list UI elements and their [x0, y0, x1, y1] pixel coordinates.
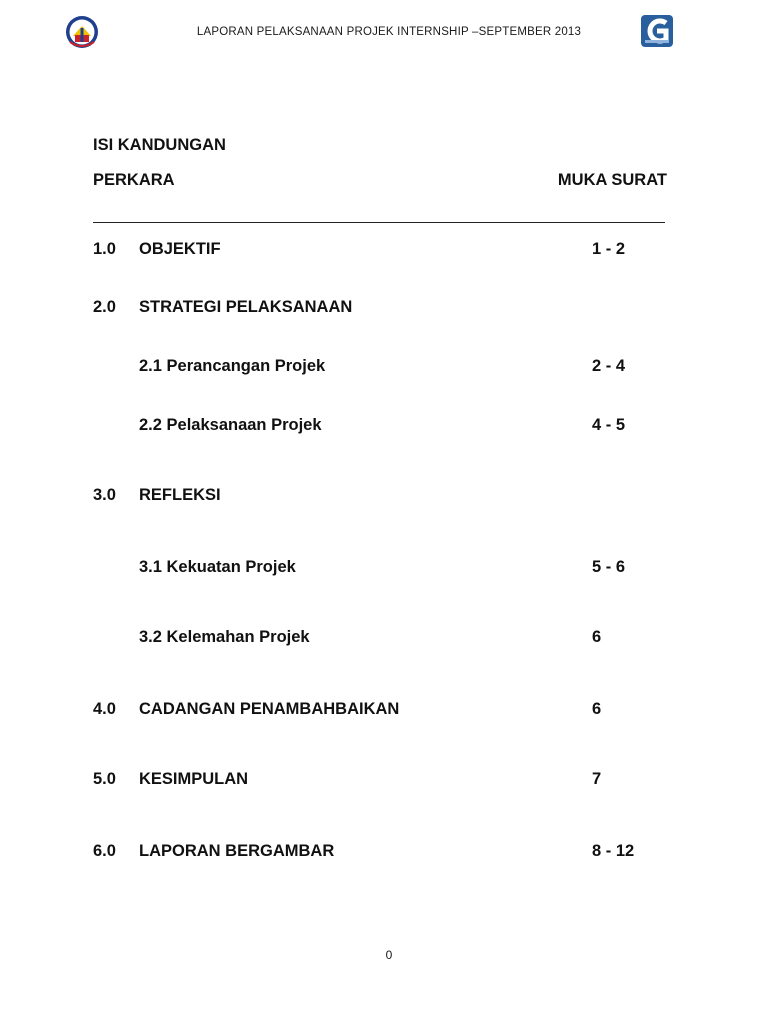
header-divider: [93, 222, 665, 223]
report-header-title: LAPORAN PELAKSANAAN PROJEK INTERNSHIP –SEPTEMBER 2013: [196, 26, 582, 38]
toc-entry-title: CADANGAN PENAMBAHBAIKAN: [139, 700, 400, 718]
toc-entry-title: 3.2 Kelemahan Projek: [139, 628, 310, 646]
toc-entry: [0, 240, 768, 262]
toc-entry-page: 1 - 2: [592, 240, 626, 258]
toc-entry-page: 7: [592, 770, 602, 788]
toc-entry-title: 2.1 Perancangan Projek: [139, 357, 326, 375]
toc-entry-title: LAPORAN BERGAMBAR: [139, 842, 335, 860]
toc-entry-title: STRATEGI PELAKSANAAN: [139, 298, 353, 316]
toc-entry-title: 3.1 Kekuatan Projek: [139, 558, 296, 576]
toc-entry-page: 8 - 12: [592, 842, 635, 860]
toc-entry: [0, 298, 768, 320]
toc-entry-page: 6: [592, 700, 602, 718]
toc-entry-page: 4 - 5: [592, 416, 626, 434]
column-header-page: MUKA SURAT: [557, 171, 667, 189]
toc-entry-number: 5.0: [93, 770, 116, 788]
toc-entry: [0, 770, 768, 792]
column-header-item: PERKARA: [93, 171, 175, 189]
toc-entry: [0, 357, 768, 379]
toc-heading: ISI KANDUNGAN: [93, 136, 226, 154]
toc-entry: [0, 416, 768, 438]
toc-entry-number: 1.0: [93, 240, 116, 258]
toc-entry-page: 6: [592, 628, 602, 646]
toc-entry: [0, 628, 768, 650]
toc-entry-page: 5 - 6: [592, 558, 626, 576]
toc-entry: [0, 700, 768, 722]
toc-entry-title: KESIMPULAN: [139, 770, 249, 788]
toc-entry-number: 3.0: [93, 486, 116, 504]
toc-entry-title: 2.2 Pelaksanaan Projek: [139, 416, 322, 434]
toc-entry-number: 2.0: [93, 298, 116, 316]
page-number: 0: [385, 948, 393, 962]
g-emblem-logo-icon: [640, 14, 674, 48]
toc-entry-page: 2 - 4: [592, 357, 626, 375]
toc-entry-number: 6.0: [93, 842, 116, 860]
toc-entry-title: REFLEKSI: [139, 486, 221, 504]
toc-entry: [0, 486, 768, 508]
toc-entry: [0, 558, 768, 580]
toc-entry: [0, 842, 768, 864]
toc-entry-title: OBJEKTIF: [139, 240, 221, 258]
toc-entry-number: 4.0: [93, 700, 116, 718]
